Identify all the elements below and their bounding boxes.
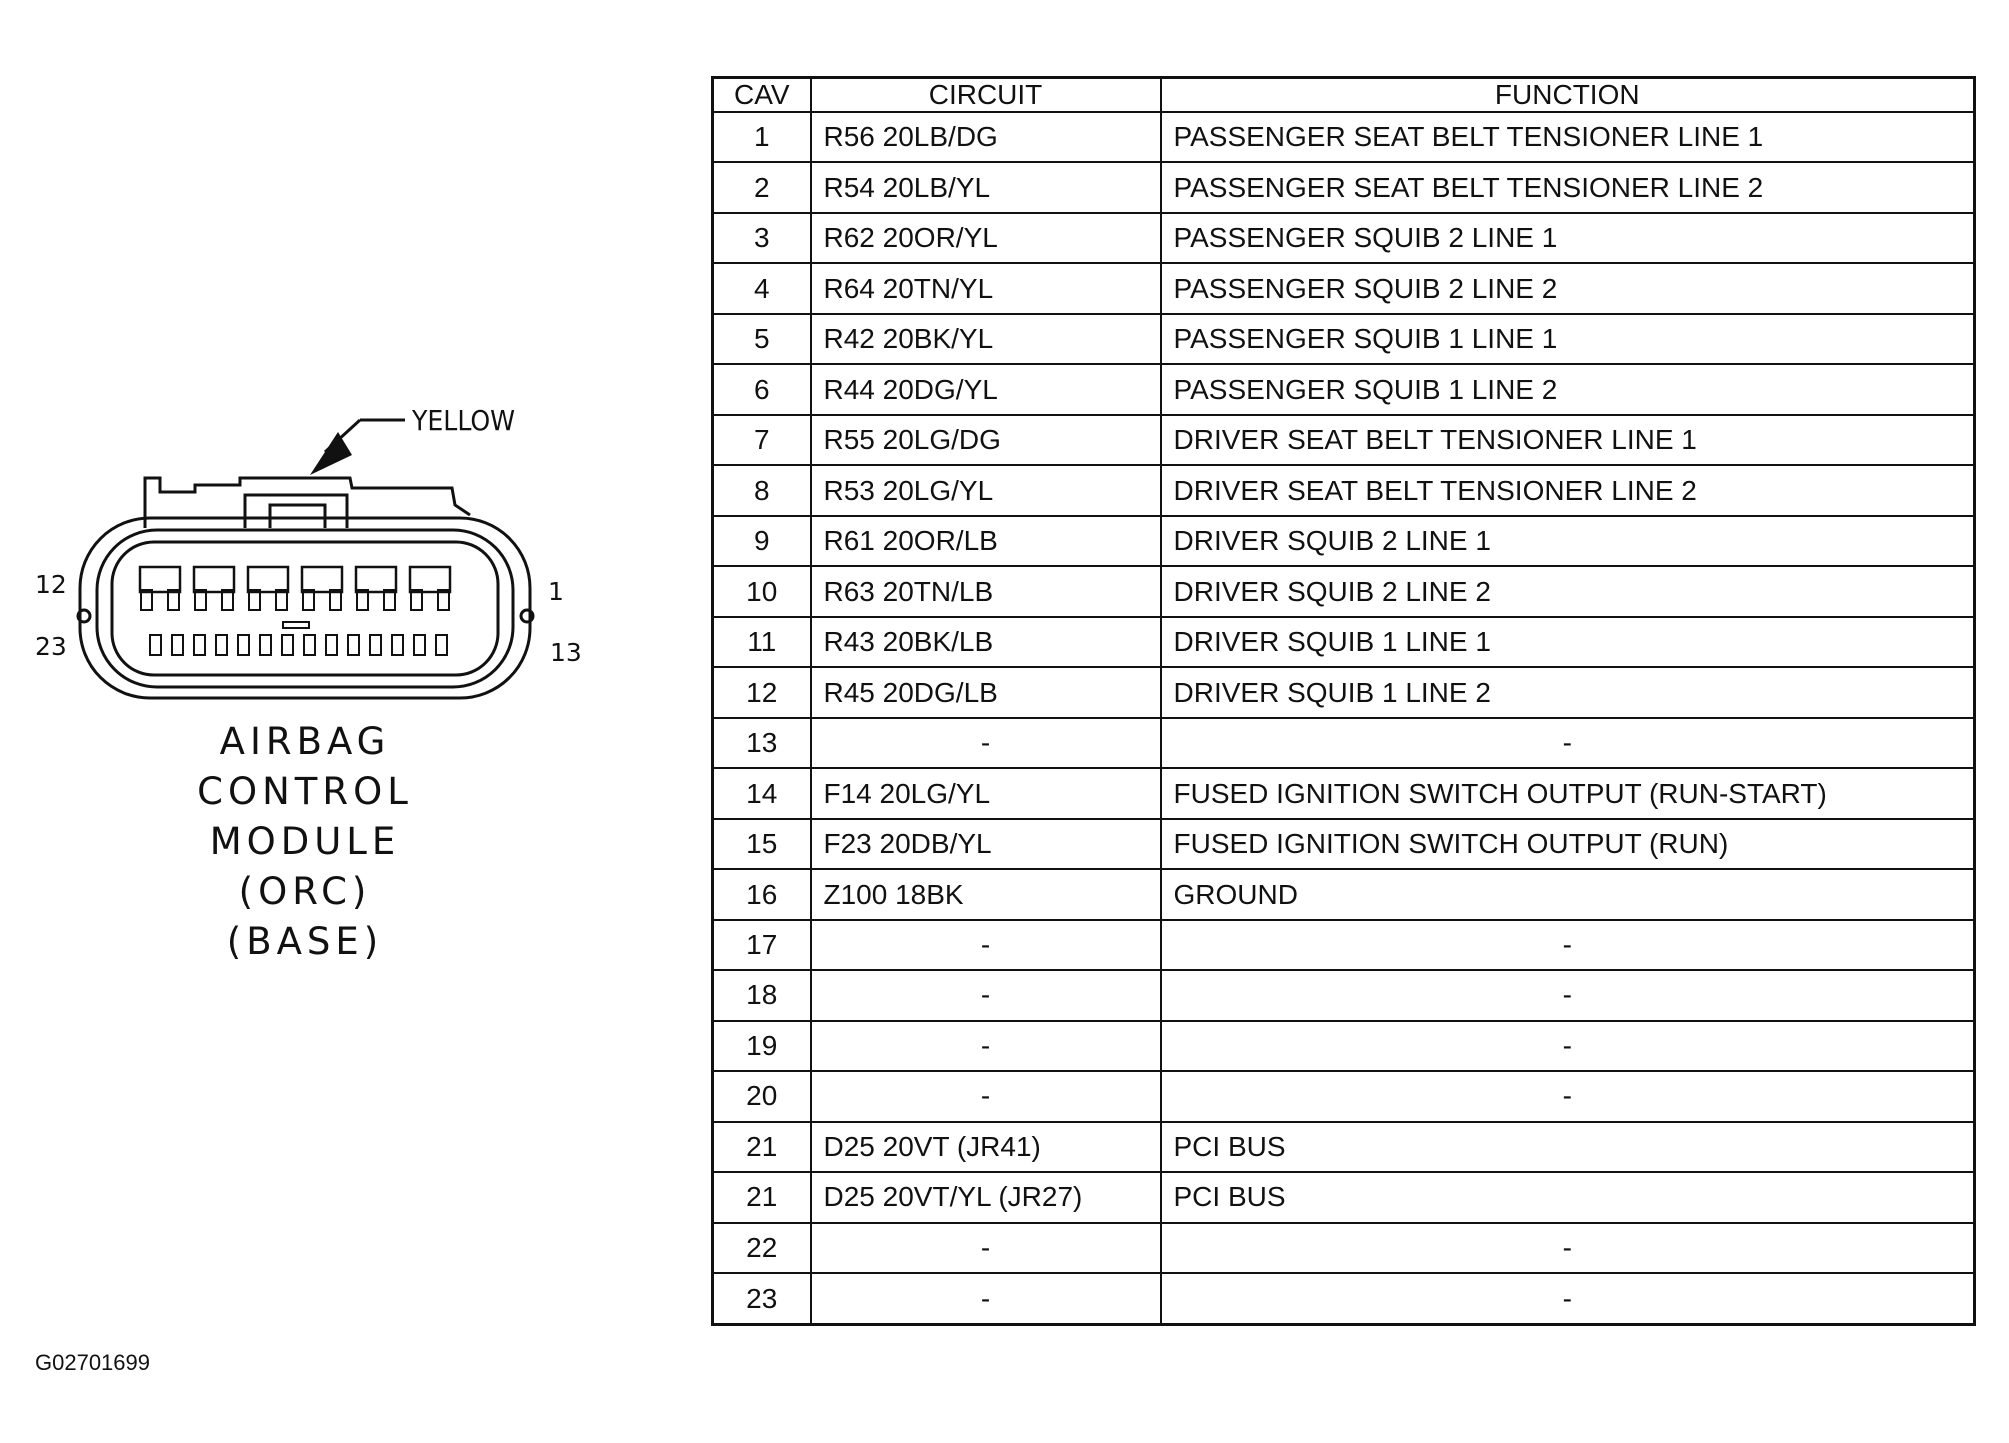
function-cell: DRIVER SQUIB 1 LINE 2 [1161, 667, 1975, 717]
function-cell: DRIVER SQUIB 1 LINE 1 [1161, 617, 1975, 667]
module-title-line: (BASE) [226, 920, 384, 963]
cav-cell: 15 [713, 819, 811, 869]
circuit-cell: D25 20VT/YL (JR27) [811, 1172, 1161, 1222]
table-header-row [713, 78, 1975, 113]
table-row [713, 819, 1975, 869]
module-title [150, 717, 460, 967]
function-cell: - [1161, 1223, 1975, 1273]
table-row [713, 465, 1975, 515]
cav-cell: 16 [713, 869, 811, 919]
function-cell: DRIVER SQUIB 2 LINE 1 [1161, 516, 1975, 566]
cav-cell: 9 [713, 516, 811, 566]
circuit-cell: - [811, 1273, 1161, 1324]
cav-cell: 6 [713, 364, 811, 414]
figure-id: G02701699 [35, 1350, 150, 1375]
table-row [713, 1172, 1975, 1222]
cav-cell: 14 [713, 768, 811, 818]
circuit-cell: - [811, 920, 1161, 970]
table-row [713, 1122, 1975, 1172]
table-row [713, 617, 1975, 667]
cav-cell: 21 [713, 1172, 811, 1222]
function-cell: PASSENGER SQUIB 2 LINE 1 [1161, 213, 1975, 263]
cav-cell: 5 [713, 314, 811, 364]
circuit-cell: Z100 18BK [811, 869, 1161, 919]
function-cell: - [1161, 970, 1975, 1020]
circuit-cell: R62 20OR/YL [811, 213, 1161, 263]
pin-label-12: 12 [35, 570, 67, 599]
table-row [713, 920, 1975, 970]
circuit-cell: R61 20OR/LB [811, 516, 1161, 566]
header-cav: CAV [713, 78, 811, 113]
table-row [713, 516, 1975, 566]
cav-cell: 19 [713, 1021, 811, 1071]
table-row [713, 263, 1975, 313]
circuit-cell: R63 20TN/LB [811, 566, 1161, 616]
cav-cell: 10 [713, 566, 811, 616]
circuit-cell: - [811, 1071, 1161, 1121]
pin-label-1: 1 [548, 577, 564, 606]
circuit-cell: - [811, 1021, 1161, 1071]
lower-cavity-row [141, 590, 449, 655]
pinout-rows [713, 112, 1975, 1325]
function-cell: PASSENGER SQUIB 1 LINE 2 [1161, 364, 1975, 414]
pinout-table [711, 76, 1976, 1326]
circuit-cell: R43 20BK/LB [811, 617, 1161, 667]
table-row [713, 768, 1975, 818]
module-title-line: AIRBAG [219, 720, 391, 763]
table-row [713, 112, 1975, 162]
table-row [713, 718, 1975, 768]
cav-cell: 13 [713, 718, 811, 768]
function-cell: GROUND [1161, 869, 1975, 919]
function-cell: - [1161, 1021, 1975, 1071]
cav-cell: 22 [713, 1223, 811, 1273]
function-cell: - [1161, 920, 1975, 970]
function-cell: DRIVER SEAT BELT TENSIONER LINE 2 [1161, 465, 1975, 515]
function-cell: DRIVER SQUIB 2 LINE 2 [1161, 566, 1975, 616]
table-row [713, 970, 1975, 1020]
circuit-cell: R44 20DG/YL [811, 364, 1161, 414]
table-row [713, 667, 1975, 717]
function-cell: PASSENGER SQUIB 2 LINE 2 [1161, 263, 1975, 313]
pin-label-23: 23 [35, 632, 67, 661]
circuit-cell: - [811, 1223, 1161, 1273]
table-row [713, 162, 1975, 212]
circuit-cell: F14 20LG/YL [811, 768, 1161, 818]
circuit-cell: R64 20TN/YL [811, 263, 1161, 313]
function-cell: PASSENGER SEAT BELT TENSIONER LINE 1 [1161, 112, 1975, 162]
function-cell: - [1161, 718, 1975, 768]
table-row [713, 1273, 1975, 1324]
table-row [713, 1071, 1975, 1121]
table-row [713, 213, 1975, 263]
table-row [713, 566, 1975, 616]
table-row [713, 1223, 1975, 1273]
connector-outer-shell [80, 518, 530, 698]
function-cell: PASSENGER SQUIB 1 LINE 1 [1161, 314, 1975, 364]
yellow-callout-arrow [310, 420, 405, 475]
circuit-cell: D25 20VT (JR41) [811, 1122, 1161, 1172]
cav-cell: 2 [713, 162, 811, 212]
cav-cell: 21 [713, 1122, 811, 1172]
cav-cell: 3 [713, 213, 811, 263]
cav-cell: 4 [713, 263, 811, 313]
table-row [713, 364, 1975, 414]
module-title-line: (ORC) [238, 870, 372, 913]
cav-cell: 7 [713, 415, 811, 465]
function-cell: - [1161, 1071, 1975, 1121]
header-circuit: CIRCUIT [811, 78, 1161, 113]
cav-cell: 11 [713, 617, 811, 667]
circuit-cell: R55 20LG/DG [811, 415, 1161, 465]
table-row [713, 869, 1975, 919]
function-cell: PCI BUS [1161, 1122, 1975, 1172]
cav-cell: 8 [713, 465, 811, 515]
circuit-cell: R56 20LB/DG [811, 112, 1161, 162]
circuit-cell: F23 20DB/YL [811, 819, 1161, 869]
circuit-cell: R42 20BK/YL [811, 314, 1161, 364]
header-function: FUNCTION [1161, 78, 1975, 113]
module-title-line: MODULE [209, 820, 401, 863]
latch-tab [245, 495, 347, 528]
cav-cell: 23 [713, 1273, 811, 1324]
function-cell: DRIVER SEAT BELT TENSIONER LINE 1 [1161, 415, 1975, 465]
table-row [713, 1021, 1975, 1071]
circuit-cell: R45 20DG/LB [811, 667, 1161, 717]
module-title-line: CONTROL [197, 770, 413, 813]
cav-cell: 18 [713, 970, 811, 1020]
yellow-callout-label: YELLOW [412, 404, 516, 437]
cav-cell: 17 [713, 920, 811, 970]
function-cell: FUSED IGNITION SWITCH OUTPUT (RUN-START) [1161, 768, 1975, 818]
connector-inner-shell [97, 530, 513, 687]
function-cell: PCI BUS [1161, 1172, 1975, 1222]
pin-label-13: 13 [550, 638, 582, 667]
circuit-cell: - [811, 970, 1161, 1020]
function-cell: PASSENGER SEAT BELT TENSIONER LINE 2 [1161, 162, 1975, 212]
function-cell: - [1161, 1273, 1975, 1324]
table-row [713, 314, 1975, 364]
circuit-cell: - [811, 718, 1161, 768]
cav-cell: 1 [713, 112, 811, 162]
cav-cell: 20 [713, 1071, 811, 1121]
cav-cell: 12 [713, 667, 811, 717]
connector-housing-top [145, 478, 470, 528]
function-cell: FUSED IGNITION SWITCH OUTPUT (RUN) [1161, 819, 1975, 869]
table-row [713, 415, 1975, 465]
upper-cavity-row [140, 567, 450, 592]
circuit-cell: R54 20LB/YL [811, 162, 1161, 212]
circuit-cell: R53 20LG/YL [811, 465, 1161, 515]
